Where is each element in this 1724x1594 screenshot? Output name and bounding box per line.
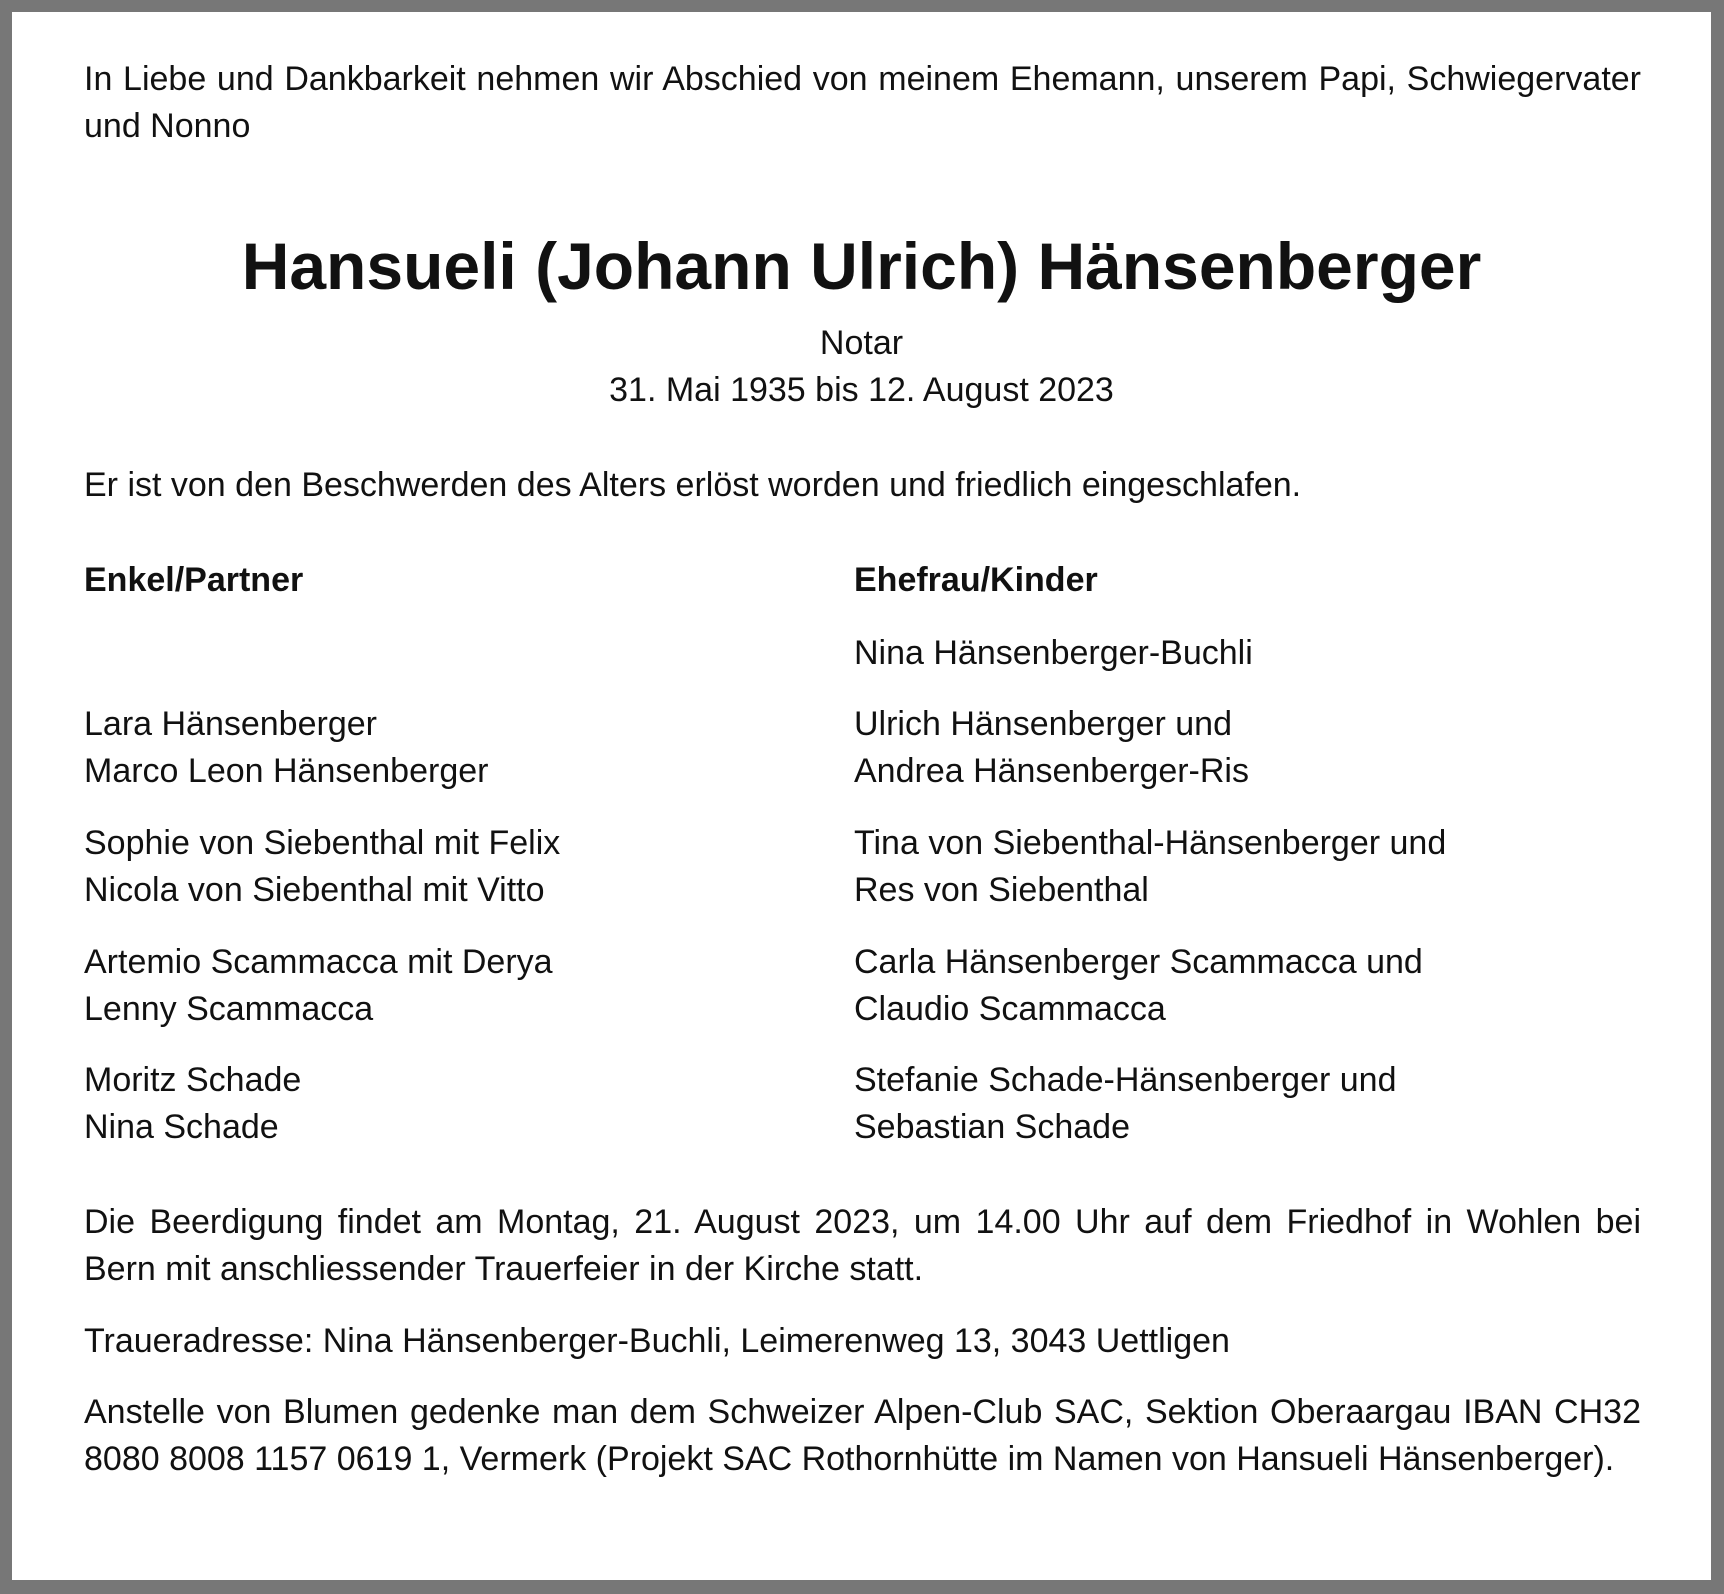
relative-name: Lenny Scammacca [84, 990, 374, 1028]
relative-name: Sebastian Schade [854, 1108, 1130, 1146]
life-dates: 31. Mai 1935 bis 12. August 2023 [609, 371, 1114, 409]
relative-name: Claudio Scammacca [854, 990, 1166, 1028]
right-group-2 [854, 820, 1446, 914]
wife-name: Nina Hänsenberger-Buchli [854, 634, 1253, 672]
left-group-4 [84, 1057, 301, 1151]
deceased-name: Hansueli (Johann Ulrich) Hänsenberger [241, 229, 1482, 303]
relative-name: Marco Leon Hänsenberger [84, 752, 489, 790]
left-column-header: Enkel/Partner [84, 561, 304, 599]
left-group-3 [84, 939, 553, 1033]
left-group-1 [84, 701, 488, 795]
right-group-1 [854, 701, 1249, 795]
relative-name: Carla Hänsenberger Scammacca und [854, 943, 1423, 981]
relative-name: Moritz Schade [84, 1061, 302, 1099]
relative-name: Tina von Siebenthal-Hänsenberger und [854, 824, 1447, 862]
donation-info: Anstelle von Blumen gedenke man dem Schweizer Alpen-Club SAC, Sektion Oberaargau IBAN CH32 8080 8008 1157 0619 1, Vermerk (Projekt SAC Rothornhütte im Namen von Hansueli Hänsenberger). [84, 1393, 1641, 1478]
relative-name: Nina Schade [84, 1108, 279, 1146]
left-group-2 [84, 820, 560, 914]
relative-name: Sophie von Siebenthal mit Felix [84, 824, 561, 862]
mourning-address: Traueradresse: Nina Hänsenberger-Buchli, Leimerenweg 13, 3043 Uettligen [84, 1322, 1230, 1360]
profession: Notar [819, 324, 904, 362]
funeral-info: Die Beerdigung findet am Montag, 21. August 2023, um 14.00 Uhr auf dem Friedhof in Wohlen bei Bern mit anschliessender Trauerfeier in der Kirche statt. [84, 1203, 1641, 1288]
right-group-3 [854, 939, 1423, 1033]
relative-name: Andrea Hänsenberger-Ris [854, 752, 1249, 790]
right-group-4 [854, 1057, 1397, 1151]
relative-name: Artemio Scammacca mit Derya [84, 943, 553, 981]
obituary-page [12, 12, 1711, 1580]
relative-name: Lara Hänsenberger [84, 705, 377, 743]
intro-text: In Liebe und Dankbarkeit nehmen wir Abschied von meinem Ehemann, unserem Papi, Schwiegervater und Nonno [84, 60, 1641, 145]
relative-name: Res von Siebenthal [854, 871, 1149, 909]
right-column-header: Ehefrau/Kinder [854, 561, 1098, 599]
relative-name: Stefanie Schade-Hänsenberger und [854, 1061, 1397, 1099]
relative-name: Nicola von Siebenthal mit Vitto [84, 871, 545, 909]
relative-name: Ulrich Hänsenberger und [854, 705, 1232, 743]
statement: Er ist von den Beschwerden des Alters erlöst worden und friedlich eingeschlafen. [84, 466, 1302, 504]
